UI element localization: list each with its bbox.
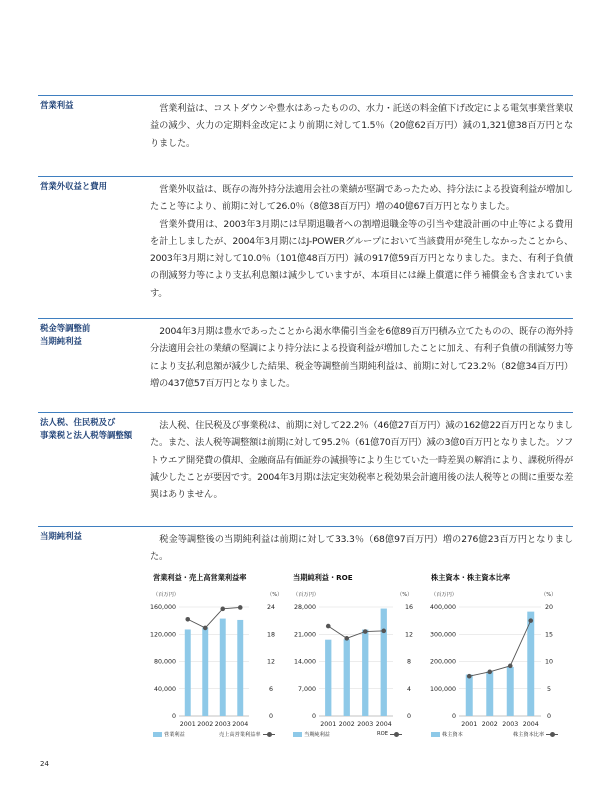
section-divider <box>38 412 573 413</box>
y-tick-label: 14,000 <box>293 658 316 666</box>
bar-2003 <box>362 630 368 716</box>
legend-bar-swatch <box>153 732 162 737</box>
legend-bar-label: 当期純利益 <box>304 732 330 738</box>
y-tick-label: 7,000 <box>297 685 316 693</box>
x-tick-label: 2004 <box>232 721 249 728</box>
bar-2003 <box>220 619 226 716</box>
bar-2004 <box>527 612 534 716</box>
bar-2001 <box>466 675 473 716</box>
y2-tick-label: 8 <box>406 658 412 666</box>
section-label: 税金等調整前 当期純利益 <box>40 323 91 346</box>
line-series <box>469 621 531 677</box>
chart-title: 営業利益・売上高営業利益率 <box>153 573 247 582</box>
chart-net-income-roe <box>293 573 433 743</box>
line-point-2001 <box>185 617 190 622</box>
section-divider <box>38 526 573 527</box>
bar-2001 <box>325 640 331 716</box>
chart-title: 当期純利益・ROE <box>293 573 353 582</box>
y2-tick-label: 15 <box>544 631 554 639</box>
y-tick-label: 0 <box>311 713 316 721</box>
y-tick-label: 300,000 <box>429 631 456 639</box>
y-tick-label: 0 <box>451 713 456 721</box>
section-body <box>150 181 573 302</box>
x-tick-label: 2004 <box>522 721 539 728</box>
y2-tick-label: 20 <box>544 604 554 612</box>
legend-bar-label: 営業利益 <box>164 732 185 738</box>
line-point-2002 <box>203 626 208 631</box>
line-point-2001 <box>326 624 331 629</box>
y2-tick-label: 4 <box>406 685 412 693</box>
chart-svg <box>149 573 293 728</box>
paragraph: 2004年3月期は豊水であったことから渇水準備引当金を6億89百万円積み立てたものの、既存の海外持分法適用会社の業績の堅調により持分法による投資利益が増加したことに加え、有利子負債の削減努力等により支払利息額が減少した結果、税金等調整前当期純利益は、前期に対して23.2％（82億34百万円）増の437億57百万円となりました。 <box>150 326 573 389</box>
section-divider <box>38 318 573 319</box>
legend-bar-swatch <box>431 732 440 737</box>
section-divider <box>38 95 573 96</box>
page-number: 24 <box>40 760 49 768</box>
x-tick-label: 2003 <box>502 721 519 728</box>
line-point-2002 <box>344 636 349 641</box>
chart-unit-right: （%） <box>541 592 557 598</box>
line-point-2003 <box>220 607 225 612</box>
x-tick-label: 2002 <box>338 721 355 728</box>
legend-line-swatch <box>546 732 558 737</box>
bar-2004 <box>381 609 387 716</box>
y2-tick-label: 0 <box>546 713 552 721</box>
chart-unit-right: （%） <box>397 592 413 598</box>
y2-tick-label: 24 <box>266 604 276 612</box>
y2-tick-label: 18 <box>266 631 276 639</box>
x-tick-label: 2001 <box>320 721 337 728</box>
legend-bar <box>293 731 330 738</box>
line-point-2004 <box>381 629 386 634</box>
line-series <box>328 626 384 638</box>
section-label: 当期純利益 <box>40 531 82 541</box>
legend-line-label: 売上高営業利益率 <box>219 732 261 738</box>
section-label: 営業外収益と費用 <box>40 181 107 191</box>
y2-tick-label: 6 <box>268 685 274 693</box>
y-tick-label: 400,000 <box>429 604 456 612</box>
y-tick-label: 200,000 <box>429 658 456 666</box>
bar-2002 <box>202 627 208 716</box>
y2-tick-label: 5 <box>546 685 552 693</box>
x-tick-label: 2003 <box>214 721 231 728</box>
legend-line-label: 株主資本比率 <box>513 732 545 738</box>
y2-tick-label: 10 <box>544 658 554 666</box>
legend-line-label: ROE <box>377 731 388 737</box>
section-divider <box>38 176 573 177</box>
chart-shareholders-equity <box>431 573 571 743</box>
paragraph: 営業外収益は、既存の海外持分法適用会社の業績が堅調であったため、持分法による投資利益が増加したこと等により、前期に対して26.0％（8億38百万円）増の40億67百万円となりました。 <box>150 184 573 213</box>
x-tick-label: 2002 <box>481 721 498 728</box>
bar-2001 <box>185 629 191 716</box>
line-point-2003 <box>363 629 368 634</box>
x-tick-label: 2003 <box>357 721 374 728</box>
x-tick-label: 2001 <box>179 721 196 728</box>
legend-bar <box>153 731 185 738</box>
section-body <box>150 417 573 503</box>
chart-unit-left: （百万円） <box>153 592 179 598</box>
x-tick-label: 2004 <box>375 721 392 728</box>
legend-line-swatch <box>263 732 275 737</box>
bar-2002 <box>486 672 493 716</box>
x-tick-label: 2002 <box>197 721 214 728</box>
chart-operating-income <box>149 573 293 743</box>
y-tick-label: 28,000 <box>293 604 316 612</box>
legend-bar-label: 株主資本 <box>442 732 463 738</box>
line-point-2002 <box>487 670 492 675</box>
chart-unit-left: （百万円） <box>431 592 457 598</box>
legend-bar <box>431 731 463 738</box>
line-point-2004 <box>528 618 533 623</box>
x-tick-label: 2001 <box>461 721 478 728</box>
section-body <box>150 100 573 152</box>
paragraph: 税金等調整後の当期純利益は前期に対して33.3％（68億97百万円）増の276億23百万円となりました。 <box>150 534 573 563</box>
y2-tick-label: 0 <box>268 713 274 721</box>
paragraph: 法人税、住民税及び事業税は、前期に対して22.2％（46億27百万円）減の162億22百万円となりました。また、法人税等調整額は前期に対して95.2％（61億70百万円）減の3億0百万円となりました。ソフトウエア開発費の償却、金融商品有価証券の減損等により生じていた一時差異の解消により、課税所得が減少したことが要因です。2004年3月期は法定実効税率と税効果会計適用後の法人税等との間に重要な差異はありません。 <box>150 420 573 501</box>
y2-tick-label: 12 <box>404 631 414 639</box>
section-body <box>150 323 573 392</box>
y-tick-label: 21,000 <box>293 631 316 639</box>
line-point-2001 <box>467 674 472 679</box>
bar-2004 <box>237 620 243 716</box>
y2-tick-label: 16 <box>404 604 414 612</box>
y-tick-label: 120,000 <box>149 631 176 639</box>
chart-unit-right: （%） <box>267 592 283 598</box>
section-label: 営業利益 <box>40 100 74 110</box>
y-tick-label: 100,000 <box>429 685 456 693</box>
paragraph: 営業外費用は、2003年3月期には早期退職者への割増退職金等の引当や建設計画の中止等による費用を計上しましたが、2004年3月期にはJ-POWERグループにおいて当該費用が発生しなかったことから、2003年3月期に対して10.0％（101億48百万円）減の917億59百万円となりました。また、有利子負債の削減努力等により支払利息額は減少していますが、本項目には繰上償還に伴う補償金も含まれています。 <box>150 218 573 299</box>
y-tick-label: 0 <box>171 713 176 721</box>
line-series <box>188 607 241 627</box>
chart-svg <box>293 573 433 728</box>
legend-line-swatch <box>390 732 402 737</box>
legend-line <box>513 731 558 738</box>
legend-bar-swatch <box>293 732 302 737</box>
y2-tick-label: 12 <box>266 658 276 666</box>
bar-2003 <box>507 667 514 716</box>
chart-svg <box>429 573 571 728</box>
section-body <box>150 531 573 566</box>
section-label: 法人税、住民税及び 事業税と法人税等調整額 <box>40 417 133 440</box>
chart-unit-left: （百万円） <box>293 592 319 598</box>
y-tick-label: 160,000 <box>149 604 176 612</box>
legend-line <box>377 731 402 737</box>
y-tick-label: 80,000 <box>153 658 176 666</box>
legend-line <box>219 731 275 738</box>
line-point-2004 <box>238 605 243 610</box>
bar-2002 <box>344 639 350 716</box>
y2-tick-label: 0 <box>406 713 412 721</box>
line-point-2003 <box>508 664 513 669</box>
y-tick-label: 40,000 <box>153 685 176 693</box>
chart-title: 株主資本・株主資本比率 <box>431 573 511 582</box>
paragraph: 営業利益は、コストダウンや豊水はあったものの、水力・託送の料金値下げ改定による電気事業営業収益の減少、火力の定期料金改定により前期に対して1.5％（20億62百万円）減の1,321億38百万円となりました。 <box>150 103 573 149</box>
